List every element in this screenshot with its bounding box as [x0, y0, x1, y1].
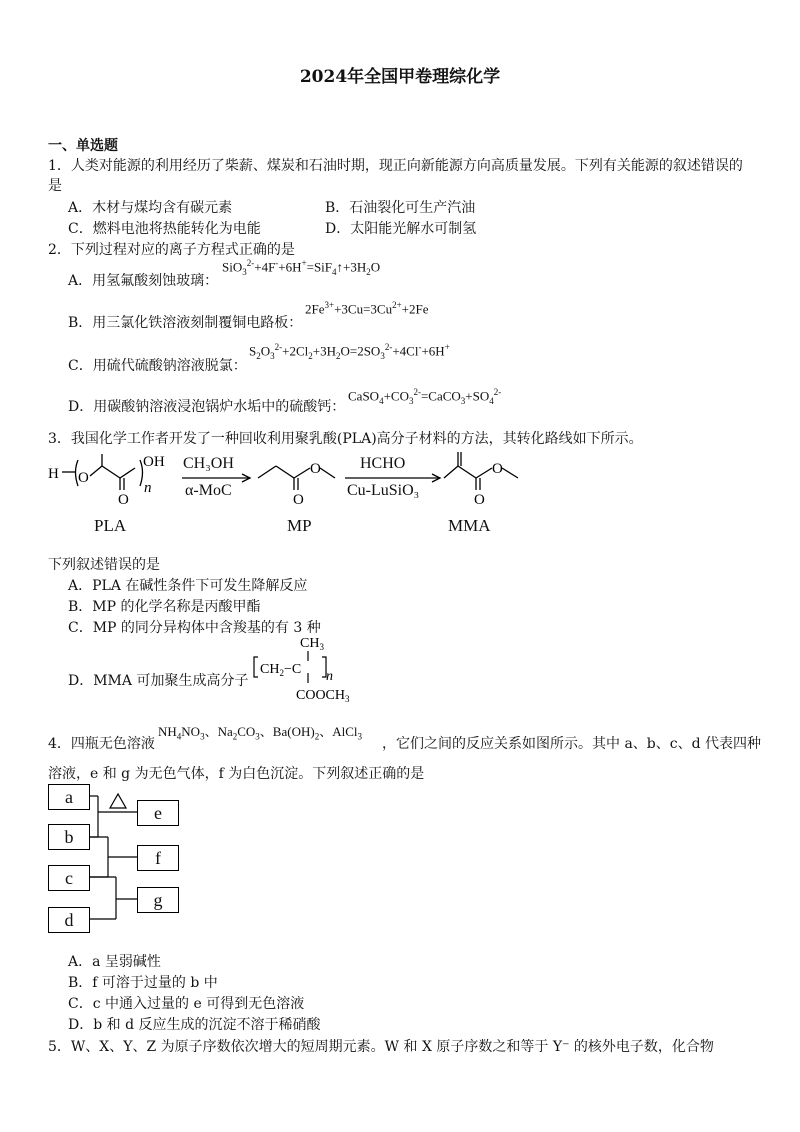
svg-text:O: O: [118, 492, 129, 508]
box-f: f: [137, 845, 179, 871]
box-d: d: [48, 907, 90, 933]
box-a: a: [48, 784, 90, 810]
q2-equation-b: $2Fe^{3+}+3Cu=3Cu^{2+}+2Fe$: [305, 300, 429, 317]
q2-option-b: B．用三氯化铁溶液刻制覆铜电路板：: [68, 315, 303, 331]
box-c: c: [48, 865, 90, 891]
svg-text:n: n: [326, 669, 333, 684]
box-e: e: [137, 800, 179, 826]
q3-reagent2-bottom: Cu-LuSiO₃: [347, 482, 420, 499]
q1-option-d: D．太阳能光解水可制氢: [325, 221, 477, 237]
q2-option-d: D．用碳酸钠溶液浸泡锅炉水垢中的硫酸钙：: [68, 399, 346, 415]
q3-option-a: A．PLA 在碱性条件下可发生降解反应: [68, 578, 308, 594]
q4-solutions: $NH_4NO_3$、$Na_2CO_3$、$Ba(OH)_2$、AlCl$_3$: [158, 724, 362, 742]
q1-stem-cont: 是: [48, 178, 62, 194]
q3-label-mp: MP: [287, 516, 312, 535]
q2-equation-c: $S_2O_3^{2-}+2Cl_2+3H_2O=2SO_3^{2-}+4Cl^-+6H^+$: [249, 342, 450, 361]
svg-text:O: O: [310, 461, 321, 477]
q4-stem-line2: 溶液，e 和 g 为无色气体，f 为白色沉淀。下列叙述正确的是: [48, 766, 425, 782]
svg-text:O: O: [293, 492, 304, 508]
q2-equation-d: $CaSO_4+CO_3^{2-}=CaCO_3+SO_4^{2-}$: [348, 387, 502, 406]
box-g: g: [137, 887, 179, 913]
q4-option-b: B．f 可溶于过量的 b 中: [68, 975, 218, 991]
q3-label-pla: PLA: [94, 516, 127, 535]
q4-stem-end: ，它们之间的反应关系如图所示。其中 a、b、c、d 代表四种: [382, 736, 762, 752]
q3-stem: 3．我国化学工作者开发了一种回收利用聚乳酸(PLA)高分子材料的方法，其转化路线如下所示。: [48, 431, 643, 447]
svg-text:O: O: [78, 470, 89, 486]
svg-text:COOCH3: $COOCH_3$: [296, 688, 350, 704]
q3-reagent2-top: HCHO: [360, 455, 406, 472]
svg-text:n: n: [144, 480, 152, 496]
q4-stem-start: 4．四瓶无色溶液: [48, 736, 155, 752]
page-title: 2024年全国甲卷理综化学: [299, 67, 501, 87]
svg-text:H: H: [48, 466, 59, 482]
q2-option-c: C．用硫代硫酸钠溶液脱氯：: [68, 358, 247, 374]
svg-text:O: O: [492, 461, 503, 477]
q3-option-b: B．MP 的化学名称是丙酸甲酯: [68, 599, 261, 615]
q3-reagent1-bottom: α-MoC: [185, 482, 232, 499]
svg-text:CH3: $CH_3$: [300, 636, 324, 652]
q4-option-c: C．c 中通入过量的 e 可得到无色溶液: [68, 996, 305, 1012]
q3-label-mma: MMA: [448, 516, 491, 535]
svg-text:OH: OH: [143, 454, 165, 470]
q1-option-b: B．石油裂化可生产汽油: [325, 200, 476, 216]
q3-reagent1-top: CH₃OH: [183, 455, 234, 472]
q2-option-a: A．用氢氟酸刻蚀玻璃：: [68, 273, 219, 289]
svg-text:O: O: [474, 492, 485, 508]
section-heading: 一、单选题: [48, 138, 118, 154]
q1-stem: 1．人类对能源的利用经历了柴薪、煤炭和石油时期，现正向新能源方向高质量发展。下列有关能源的叙述错误的: [48, 158, 743, 174]
box-b: b: [48, 824, 90, 850]
q4-option-a: A．a 呈弱碱性: [68, 954, 161, 970]
q3-option-d: D．MMA 可加聚生成高分子: [68, 673, 249, 689]
q3-polymer-structure: [250, 633, 380, 705]
svg-text:CH2−C: $CH_2-C$: [260, 662, 302, 678]
q1-option-a: A．木材与煤均含有碳元素: [68, 200, 233, 216]
q2-equation-a: $SiO_3^{2-}+4F^-+6H^+=SiF_4↑+3H_2O$: [222, 258, 381, 277]
q1-option-c: C．燃料电池将热能转化为电能: [68, 221, 261, 237]
q5-stem: 5．W、X、Y、Z 为原子序数依次增大的短周期元素。W 和 X 原子序数之和等于 Y⁻ 的核外电子数，化合物: [48, 1039, 714, 1055]
q3-option-c: C．MP 的同分异构体中含羧基的有 3 种: [68, 620, 321, 636]
q2-stem: 2．下列过程对应的离子方程式正确的是: [48, 242, 295, 258]
q4-option-d: D．b 和 d 反应生成的沉淀不溶于稀硝酸: [68, 1017, 321, 1033]
q3-ask: 下列叙述错误的是: [48, 557, 160, 573]
